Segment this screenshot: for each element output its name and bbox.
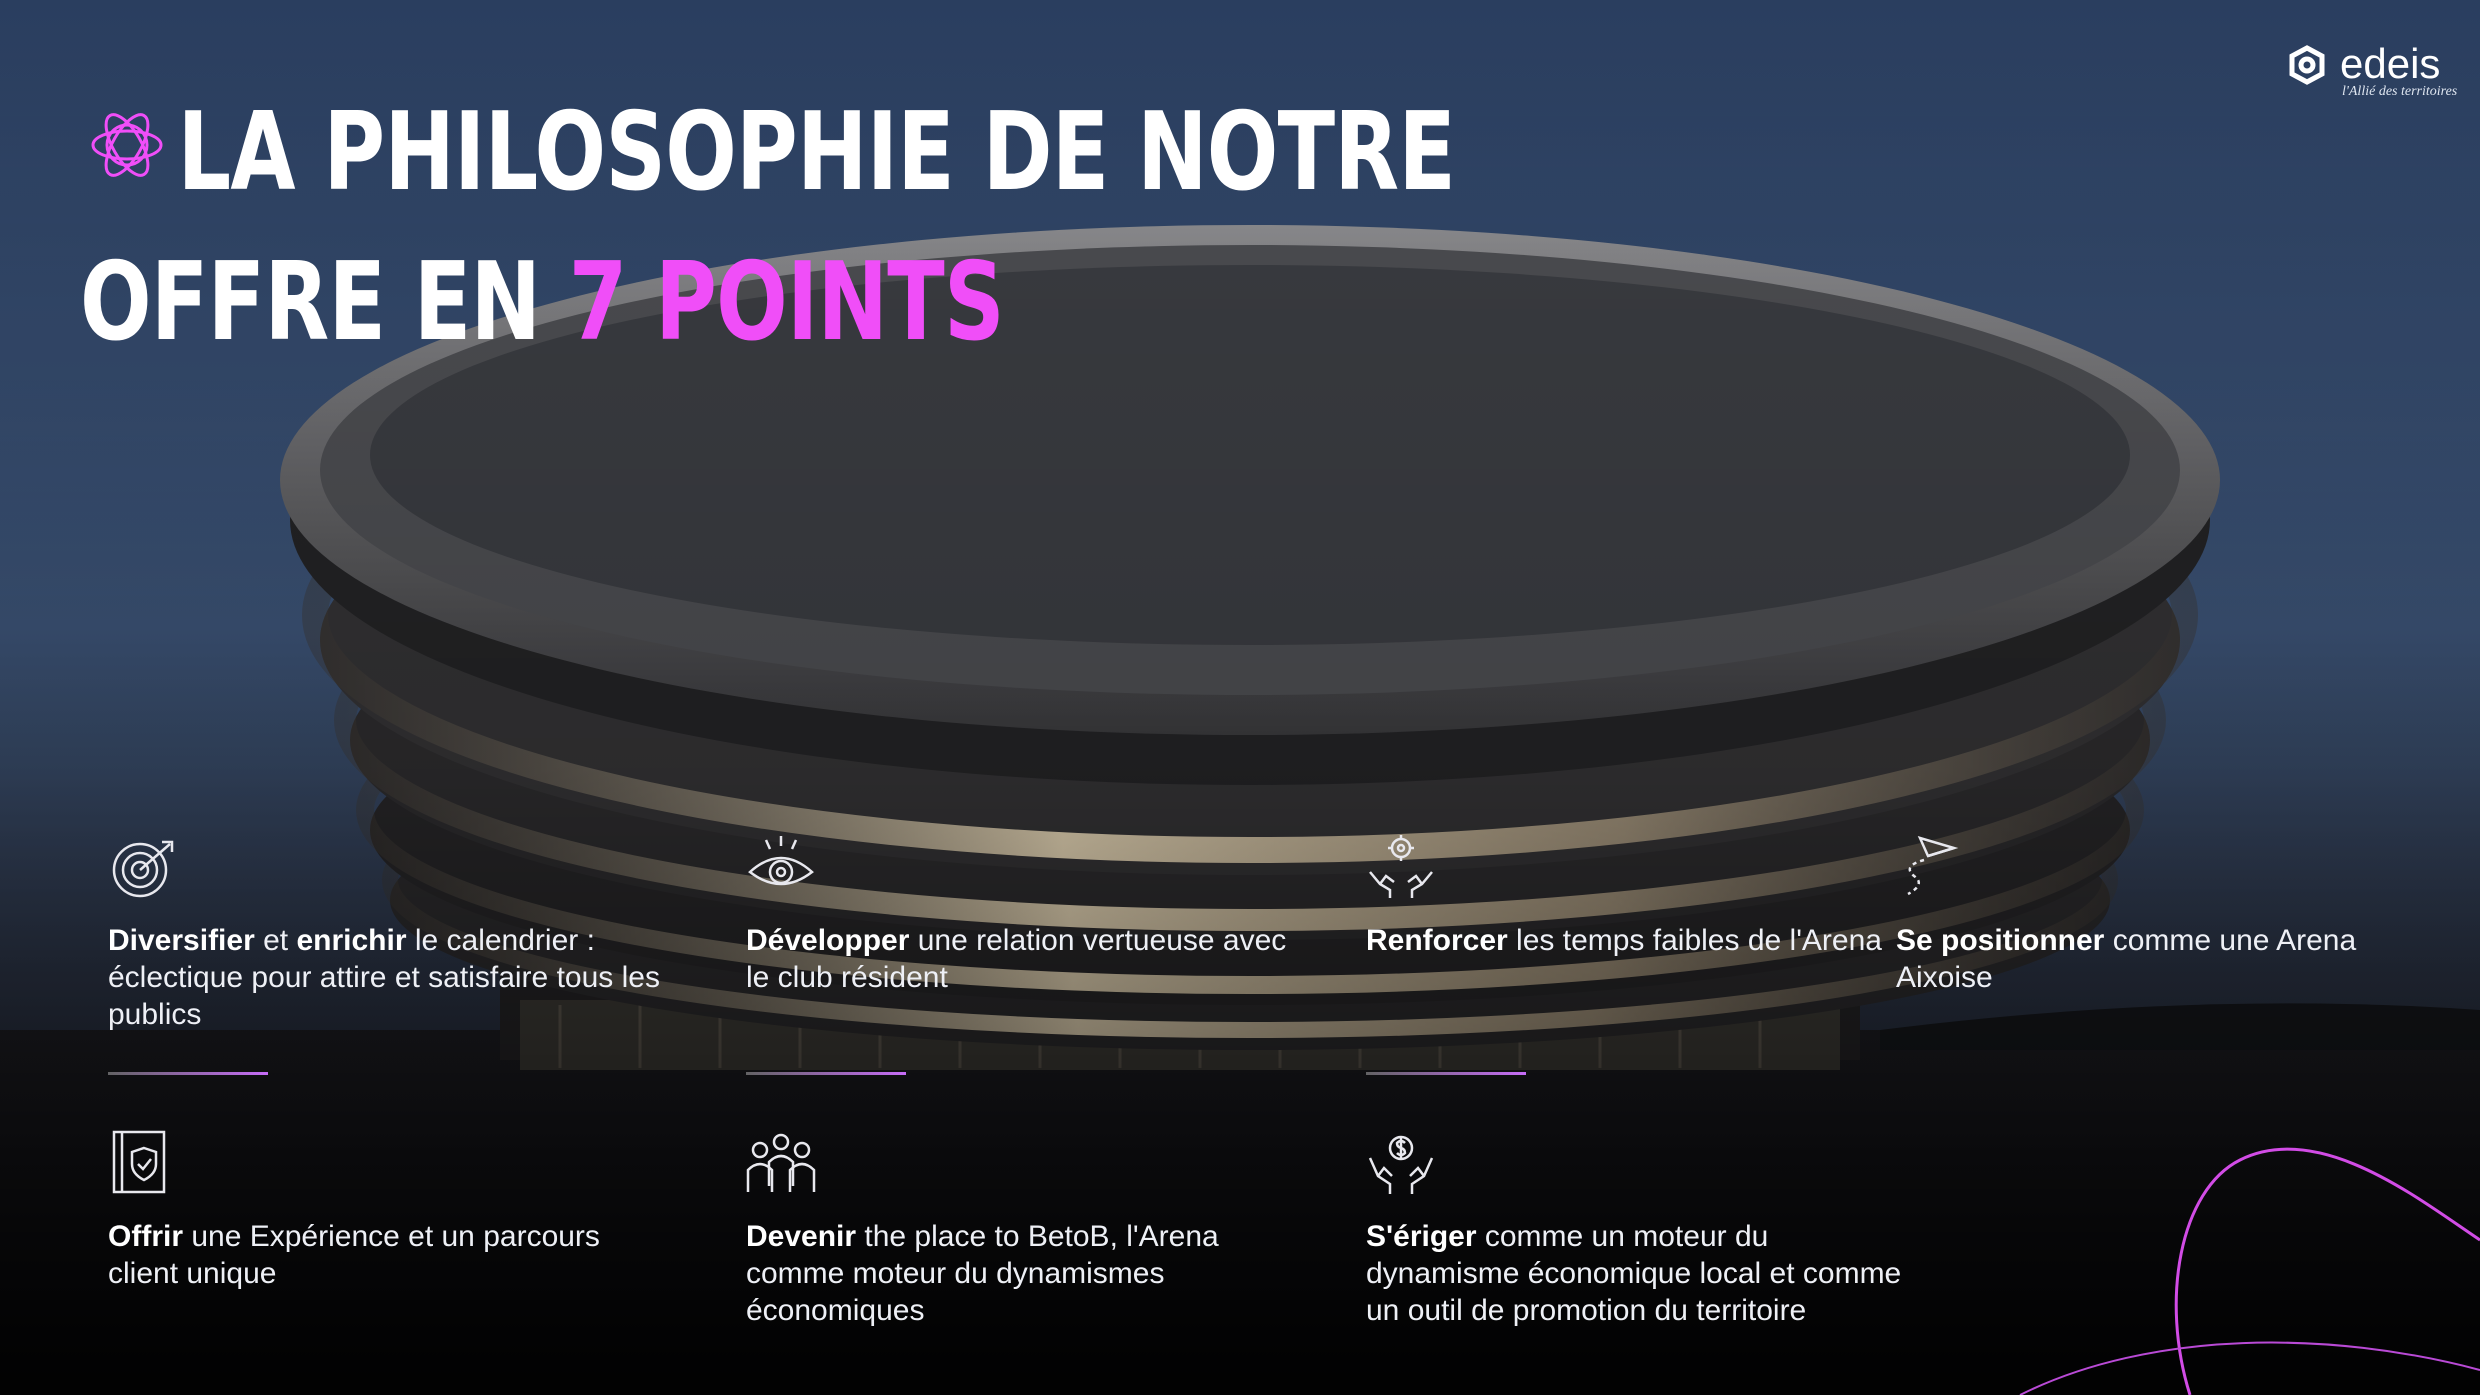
point-text: Se positionner comme une Arena Aixoise	[1896, 924, 2357, 994]
point-text: Diversifier et enrichir le calendrier : éclectique pour attire et satisfaire tous les publics	[108, 924, 660, 1031]
point-text: Développer une relation vertueuse avec le club résident	[746, 924, 1287, 994]
shield-book-icon	[108, 1128, 178, 1198]
logo-wordmark: edeis	[2340, 40, 2441, 87]
point-eriger	[1366, 1128, 1926, 1329]
point-text: S'ériger comme un moteur du dynamisme économique local et comme un outil de promotion du territoire	[1366, 1220, 1902, 1327]
title-accent: 7 POINTS	[568, 240, 1004, 365]
point-offrir	[108, 1128, 668, 1292]
eye-icon	[746, 832, 816, 902]
paper-plane-icon	[1896, 832, 1966, 902]
title-line-2	[80, 228, 1455, 378]
money-hands-icon	[1366, 1128, 1436, 1198]
divider	[746, 1072, 906, 1075]
target-icon	[108, 832, 178, 902]
gear-hands-icon	[1366, 832, 1436, 902]
point-text: Renforcer les temps faibles de l'Arena	[1366, 924, 1882, 957]
point-diversifier	[108, 832, 668, 1033]
page-title	[80, 78, 1455, 378]
group-icon	[746, 1128, 816, 1198]
point-devenir	[746, 1128, 1306, 1329]
point-text: Offrir une Expérience et un parcours client unique	[108, 1220, 600, 1290]
point-positionner	[1896, 832, 2456, 996]
logo-tagline: l'Allié des territoires	[2342, 84, 2458, 99]
point-text: Devenir the place to BetoB, l'Arena comme moteur du dynamismes économiques	[746, 1220, 1219, 1327]
edeis-logo	[2282, 38, 2458, 99]
title-line-2-prefix: OFFRE EN	[80, 240, 569, 365]
point-renforcer	[1366, 832, 1926, 959]
divider	[1366, 1072, 1526, 1075]
title-line-1: LA PHILOSOPHIE DE NOTRE	[177, 90, 1456, 215]
edeis-logo-icon	[2282, 42, 2332, 92]
divider	[108, 1072, 268, 1075]
point-developper	[746, 832, 1306, 996]
